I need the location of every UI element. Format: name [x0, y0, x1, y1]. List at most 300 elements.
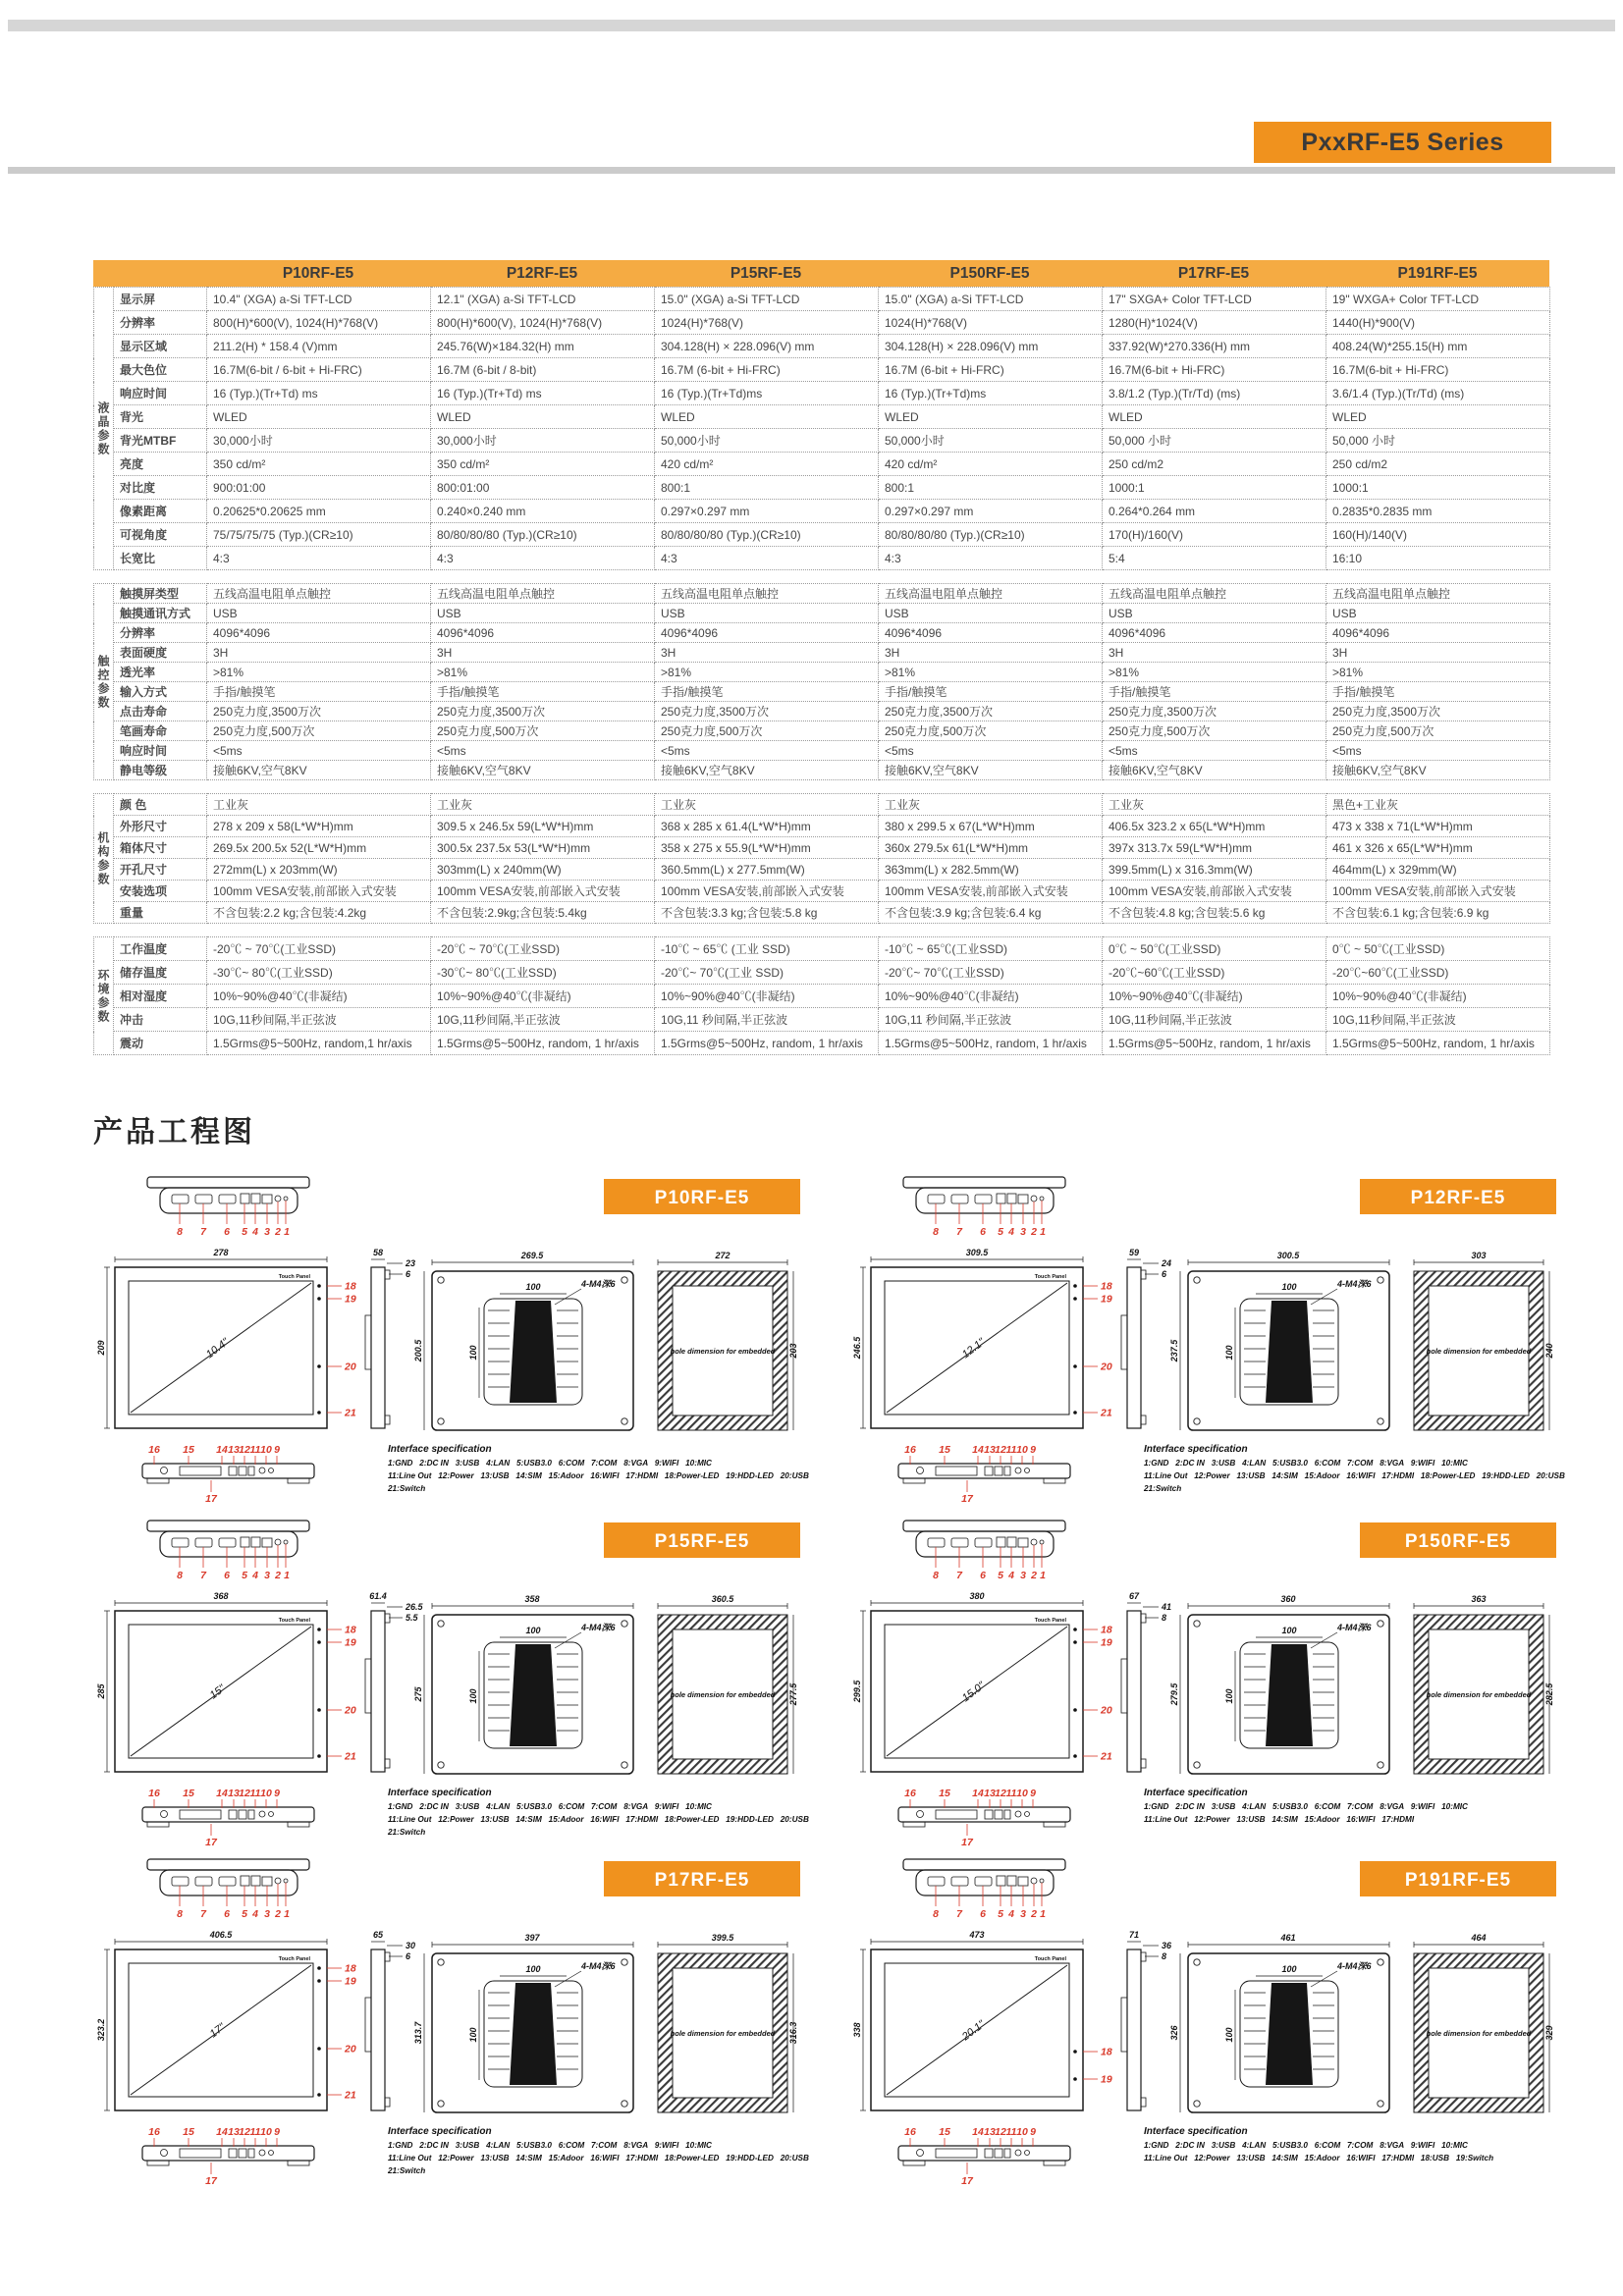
- engineering-drawing-block: [849, 1855, 1556, 2189]
- spec-cell: 不含包装:6.1 kg;含包装:6.9 kg: [1326, 902, 1550, 924]
- spec-cell: 80/80/80/80 (Typ.)(CR≥10): [431, 523, 655, 547]
- spec-row: [94, 859, 1550, 881]
- spec-row-label: 可视角度: [114, 523, 207, 547]
- spec-cell: 五线高温电阻单点触控: [207, 584, 431, 604]
- interface-spec-lines: [1144, 1457, 1565, 1495]
- svg-text:2: 2: [275, 1908, 281, 1920]
- spec-cell: 363mm(L) x 282.5mm(W): [879, 859, 1103, 881]
- touch-panel-label: Touch Panel: [1034, 1618, 1066, 1624]
- spec-row: [94, 702, 1550, 721]
- spec-cell: 800:1: [879, 476, 1103, 500]
- spec-cell: 4096*4096: [1326, 623, 1550, 643]
- spec-row-label: 表面硬度: [114, 643, 207, 663]
- spec-cell: 30,000小时: [431, 429, 655, 453]
- spec-cell: WLED: [1103, 405, 1326, 429]
- spec-cell: 4:3: [655, 547, 879, 570]
- side-view: [365, 1949, 390, 2110]
- svg-text:14: 14: [972, 2126, 984, 2138]
- spec-cell: 1.5Grms@5~500Hz, random, 1 hr/axis: [879, 1032, 1103, 1055]
- svg-text:7: 7: [956, 1570, 962, 1581]
- spec-row: [94, 1032, 1550, 1055]
- drawing-model-label: P150RF-E5: [1404, 1531, 1512, 1552]
- svg-text:11: 11: [249, 1788, 261, 1799]
- spec-cell: 4096*4096: [431, 623, 655, 643]
- vesa-width-dim: 100: [1281, 1626, 1297, 1635]
- spec-cell: <5ms: [879, 741, 1103, 761]
- hole-dimension-text: hole dimension for embedded: [1426, 1690, 1532, 1699]
- side-dim2: 36: [1162, 1941, 1172, 1950]
- spec-cell: 250克力度,3500万次: [655, 702, 879, 721]
- hole-width-dim: 360.5: [711, 1594, 734, 1604]
- spec-cell: 16.7M (6-bit / 8-bit): [431, 358, 655, 382]
- svg-text:6: 6: [980, 1908, 986, 1920]
- svg-text:11: 11: [1005, 2126, 1017, 2138]
- svg-text:6: 6: [980, 1570, 986, 1581]
- spec-row-label: 箱体尺寸: [114, 837, 207, 859]
- spec-row: [94, 358, 1550, 382]
- svg-text:10: 10: [1016, 2126, 1028, 2138]
- rear-width-dim: 397: [524, 1933, 540, 1943]
- spec-cell: 272mm(L) x 203mm(W): [207, 859, 431, 881]
- spec-cell: 4096*4096: [879, 623, 1103, 643]
- spec-cell: 不含包装:4.8 kg;含包装:5.6 kg: [1103, 902, 1326, 924]
- spec-cell: 1.5Grms@5~500Hz, random, 1 hr/axis: [1326, 1032, 1550, 1055]
- touch-panel-label: Touch Panel: [278, 1274, 310, 1280]
- interface-spec-line: 21:Switch: [388, 1828, 426, 1838]
- front-diagonal-size: 10.4": [203, 1336, 232, 1362]
- svg-text:1: 1: [1040, 1570, 1046, 1581]
- vesa-screw-label: 4-M4深6: [581, 1279, 616, 1289]
- spec-cell: 3H: [1326, 643, 1550, 663]
- spec-row: [94, 604, 1550, 623]
- spec-cell: 250克力度,500万次: [207, 721, 431, 741]
- front-width-dim: 406.5: [209, 1930, 233, 1940]
- spec-row-label: 颜 色: [114, 794, 207, 816]
- spec-row-label: 静电等级: [114, 761, 207, 780]
- spec-cell: 420 cd/m²: [879, 453, 1103, 476]
- svg-text:1: 1: [1040, 1226, 1046, 1238]
- side-view: [365, 1267, 390, 1428]
- spec-cell: 75/75/75/75 (Typ.)(CR≥10): [207, 523, 431, 547]
- hole-height-dim: 329: [1544, 2025, 1554, 2041]
- spec-row: [94, 682, 1550, 702]
- spec-cell: 399.5mm(L) x 316.3mm(W): [1103, 859, 1326, 881]
- spec-cell: 10%~90%@40℃(非凝结): [879, 985, 1103, 1008]
- spec-cell: 10G,11秒间隔,半正弦波: [1103, 1008, 1326, 1032]
- product-column-header: P10RF-E5: [282, 264, 354, 282]
- spec-row-label: 点击寿命: [114, 702, 207, 721]
- spec-row-label: 响应时间: [114, 382, 207, 405]
- drawing-model-label: P10RF-E5: [654, 1188, 750, 1208]
- svg-text:4: 4: [252, 1570, 258, 1581]
- side-dim3: 8: [1162, 1613, 1167, 1623]
- svg-text:1: 1: [284, 1908, 290, 1920]
- spec-cell: -20℃~ 70℃(工业 SSD): [655, 961, 879, 985]
- spec-cell: 50,000 小时: [1326, 429, 1550, 453]
- spec-cell: 16 (Typ.)(Tr+Td)ms: [655, 382, 879, 405]
- svg-text:12: 12: [995, 1444, 1006, 1456]
- interface-spec-lines: [388, 1457, 809, 1495]
- io-bottom-callouts: [904, 2126, 1036, 2187]
- spec-cell: 五线高温电阻单点触控: [1103, 584, 1326, 604]
- interface-spec-title: Interface specification: [1144, 2126, 1248, 2137]
- vesa-height-dim: 100: [1224, 1688, 1234, 1704]
- spec-cell: 800:01:00: [431, 476, 655, 500]
- spec-row: [94, 794, 1550, 816]
- spec-cell: 手指/触摸笔: [1103, 682, 1326, 702]
- vesa-screw-label: 4-M4深6: [1337, 1279, 1372, 1289]
- spec-cell: 3.8/1.2 (Typ.)(Tr/Td) (ms): [1103, 382, 1326, 405]
- spec-cell: 350 cd/m²: [431, 453, 655, 476]
- io-top-view: [903, 1521, 1065, 1557]
- spec-row-label: 最大色位: [114, 358, 207, 382]
- svg-text:7: 7: [200, 1570, 206, 1581]
- rear-height-dim: 313.7: [413, 2021, 423, 2045]
- spec-cell: 16.7M (6-bit + Hi-FRC): [879, 358, 1103, 382]
- product-column-header: P150RF-E5: [949, 264, 1030, 282]
- svg-text:3: 3: [1020, 1908, 1026, 1920]
- interface-spec-line: 1:GND 2:DC IN 3:USB 4:LAN 5:USB3.0 6:COM 7:COM 8:VGA 9:WIFI 10:MIC: [388, 1459, 712, 1468]
- spec-cell: >81%: [879, 663, 1103, 682]
- spec-cell: 工业灰: [879, 794, 1103, 816]
- svg-text:11: 11: [249, 2126, 261, 2138]
- vesa-height-dim: 100: [468, 2027, 478, 2043]
- spec-cell: 3.6/1.4 (Typ.)(Tr/Td) (ms): [1326, 382, 1550, 405]
- svg-text:2: 2: [275, 1570, 281, 1581]
- spec-row: [94, 643, 1550, 663]
- interface-spec-line: 11:Line Out 12:Power 13:USB 14:SIM 15:Adoor 16:WIFI 17:HDMI 18:Power-LED 19:HDD-LED 20:USB: [1144, 1471, 1565, 1481]
- spec-cell: 接触6KV,空气8KV: [207, 761, 431, 780]
- drawing-model-label: P12RF-E5: [1410, 1188, 1506, 1208]
- spec-cell: 800:1: [655, 476, 879, 500]
- spec-cell: 接触6KV,空气8KV: [1326, 761, 1550, 780]
- front-width-dim: 368: [213, 1591, 229, 1601]
- spec-cell: 不含包装:2.9kg;含包装:5.4kg: [431, 902, 655, 924]
- spec-cell: 300.5x 237.5x 53(L*W*H)mm: [431, 837, 655, 859]
- spec-cell: 不含包装:3.3 kg;含包装:5.8 kg: [655, 902, 879, 924]
- spec-cell: 黑色+工业灰: [1326, 794, 1550, 816]
- spec-cell: 接触6KV,空气8KV: [655, 761, 879, 780]
- svg-text:20: 20: [1101, 1704, 1112, 1717]
- drawing-model-label: P191RF-E5: [1404, 1870, 1512, 1891]
- io-bottom-callouts: [148, 1788, 280, 1848]
- spec-cell: 工业灰: [431, 794, 655, 816]
- spec-row: [94, 311, 1550, 335]
- svg-text:21: 21: [345, 2089, 356, 2102]
- rear-view: [432, 1953, 633, 2112]
- spec-cell: 250克力度,500万次: [1326, 721, 1550, 741]
- spec-cell: 0.297×0.297 mm: [655, 500, 879, 523]
- spec-cell: 1000:1: [1103, 476, 1326, 500]
- svg-text:13: 13: [984, 1788, 996, 1799]
- svg-text:21: 21: [1101, 1407, 1112, 1419]
- spec-cell: USB: [879, 604, 1103, 623]
- spec-row-label: 笔画寿命: [114, 721, 207, 741]
- interface-spec-lines: [1144, 2139, 1556, 2164]
- spec-cell: 250 cd/m2: [1103, 453, 1326, 476]
- spec-cell: 16:10: [1326, 547, 1550, 570]
- spec-cell: 10G,11秒间隔,半正弦波: [431, 1008, 655, 1032]
- interface-spec-line: 21:Switch: [1144, 1484, 1182, 1494]
- hole-dimension-text: hole dimension for embedded: [670, 1690, 776, 1699]
- vesa-screw-label: 4-M4深6: [1337, 1623, 1372, 1632]
- spec-cell: USB: [1326, 604, 1550, 623]
- spec-row-label: 显示屏: [114, 288, 207, 311]
- section-group-label: 液晶参数: [94, 288, 114, 570]
- spec-row: [94, 500, 1550, 523]
- spec-cell: 408.24(W)*255.15(H) mm: [1326, 335, 1550, 358]
- interface-spec-line: 21:Switch: [388, 2166, 426, 2176]
- side-depth-dim: 61.4: [369, 1591, 387, 1601]
- svg-text:8: 8: [933, 1908, 939, 1920]
- engineering-drawing-block: [849, 1173, 1565, 1507]
- spec-cell: 461 x 326 x 65(L*W*H)mm: [1326, 837, 1550, 859]
- svg-text:14: 14: [972, 1444, 984, 1456]
- io-top-callouts: [933, 1883, 1046, 1920]
- spec-row-label: 工作温度: [114, 937, 207, 961]
- spec-cell: 100mm VESA安装,前部嵌入式安装: [879, 881, 1103, 902]
- io-bottom-view: [898, 1807, 1070, 1827]
- spec-cell: 10G,11秒间隔,半正弦波: [1326, 1008, 1550, 1032]
- front-width-dim: 380: [969, 1591, 985, 1601]
- spec-cell: 4:3: [879, 547, 1103, 570]
- interface-spec-lines: [388, 1800, 809, 1839]
- spec-cell: WLED: [1326, 405, 1550, 429]
- svg-text:2: 2: [1031, 1226, 1037, 1238]
- hole-height-dim: 277.5: [788, 1682, 798, 1706]
- spec-cell: 接触6KV,空气8KV: [879, 761, 1103, 780]
- svg-text:1: 1: [1040, 1908, 1046, 1920]
- rear-view: [1188, 1271, 1389, 1430]
- spec-cell: 16.7M (6-bit + Hi-FRC): [655, 358, 879, 382]
- svg-text:11: 11: [1005, 1788, 1017, 1799]
- side-depth-dim: 65: [372, 1930, 384, 1940]
- spec-cell: 5:4: [1103, 547, 1326, 570]
- spec-row: [94, 335, 1550, 358]
- svg-text:5: 5: [998, 1226, 1003, 1238]
- spec-section-table: [93, 936, 1550, 1055]
- spec-cell: 100mm VESA安装,前部嵌入式安装: [655, 881, 879, 902]
- rear-width-dim: 300.5: [1276, 1251, 1300, 1260]
- engineering-drawing-block: [93, 1517, 809, 1850]
- side-dim2: 26.5: [406, 1602, 423, 1612]
- svg-text:9: 9: [274, 2126, 280, 2138]
- hole-width-dim: 363: [1471, 1594, 1487, 1604]
- hole-dimension-text: hole dimension for embedded: [1426, 1347, 1532, 1356]
- spec-row: [94, 476, 1550, 500]
- spec-cell: 1.5Grms@5~500Hz, random, 1 hr/axis: [1103, 1032, 1326, 1055]
- side-dim2: 30: [406, 1941, 416, 1950]
- svg-text:19: 19: [345, 1975, 356, 1988]
- spec-sections: [93, 287, 1549, 1055]
- svg-text:2: 2: [275, 1226, 281, 1238]
- io-top-callouts: [177, 1201, 290, 1238]
- hole-width-dim: 464: [1471, 1933, 1487, 1943]
- spec-cell: 10%~90%@40℃(非凝结): [655, 985, 879, 1008]
- side-depth-dim: 58: [372, 1248, 384, 1257]
- spec-cell: 15.0" (XGA) a-Si TFT-LCD: [655, 288, 879, 311]
- interface-spec-line: 11:Line Out 12:Power 13:USB 14:SIM 15:Adoor 16:WIFI 17:HDMI 18:Power-LED 19:HDD-LED 20:USB: [388, 1815, 809, 1825]
- rear-width-dim: 461: [1280, 1933, 1296, 1943]
- svg-text:17: 17: [205, 1493, 217, 1505]
- vesa-width-dim: 100: [525, 1964, 541, 1974]
- spec-cell: 50,000小时: [879, 429, 1103, 453]
- io-bottom-view: [898, 2146, 1070, 2165]
- spec-cell: 17" SXGA+ Color TFT-LCD: [1103, 288, 1326, 311]
- spec-row: [94, 1008, 1550, 1032]
- spec-cell: 15.0" (XGA) a-Si TFT-LCD: [879, 288, 1103, 311]
- interface-spec-line: 11:Line Out 12:Power 13:USB 14:SIM 15:Adoor 16:WIFI 17:HDMI 18:Power-LED 19:HDD-LED 20:USB: [388, 1471, 809, 1481]
- spec-cell: 工业灰: [1103, 794, 1326, 816]
- spec-cell: 80/80/80/80 (Typ.)(CR≥10): [655, 523, 879, 547]
- spec-cell: 1.5Grms@5~500Hz, random, 1 hr/axis: [431, 1032, 655, 1055]
- spec-row-label: 显示区域: [114, 335, 207, 358]
- spec-row: [94, 382, 1550, 405]
- io-bottom-view: [142, 1464, 314, 1483]
- interface-spec-line: 1:GND 2:DC IN 3:USB 4:LAN 5:USB3.0 6:COM 7:COM 8:VGA 9:WIFI 10:MIC: [1144, 2141, 1468, 2150]
- spec-cell: 304.128(H) × 228.096(V) mm: [655, 335, 879, 358]
- spec-row: [94, 405, 1550, 429]
- svg-text:15: 15: [183, 2126, 194, 2138]
- io-top-callouts: [177, 1883, 290, 1920]
- spec-cell: 250克力度,3500万次: [879, 702, 1103, 721]
- spec-cell: 337.92(W)*270.336(H) mm: [1103, 335, 1326, 358]
- spec-cell: <5ms: [1326, 741, 1550, 761]
- svg-text:12: 12: [995, 2126, 1006, 2138]
- spec-cell: -20℃~60℃(工业SSD): [1103, 961, 1326, 985]
- spec-cell: 900:01:00: [207, 476, 431, 500]
- spec-cell: 100mm VESA安装,前部嵌入式安装: [1103, 881, 1326, 902]
- spec-row-label: 像素距离: [114, 500, 207, 523]
- svg-text:15: 15: [183, 1788, 194, 1799]
- svg-text:16: 16: [904, 1444, 916, 1456]
- svg-text:13: 13: [984, 2126, 996, 2138]
- side-dim3: 8: [1162, 1951, 1167, 1961]
- svg-text:16: 16: [148, 1788, 160, 1799]
- hole-height-dim: 240: [1544, 1343, 1554, 1359]
- spec-cell: 10G,11 秒间隔,半正弦波: [655, 1008, 879, 1032]
- spec-cell: >81%: [431, 663, 655, 682]
- spec-row-label: 背光MTBF: [114, 429, 207, 453]
- spec-cell: 0.264*0.264 mm: [1103, 500, 1326, 523]
- svg-text:9: 9: [1030, 1788, 1036, 1799]
- svg-text:4: 4: [1008, 1226, 1014, 1238]
- interface-spec-title: Interface specification: [1144, 1788, 1248, 1798]
- hole-width-dim: 399.5: [711, 1933, 734, 1943]
- front-width-dim: 473: [969, 1930, 985, 1940]
- spec-cell: 397x 313.7x 59(L*W*H)mm: [1103, 837, 1326, 859]
- spec-cell: 250克力度,500万次: [1103, 721, 1326, 741]
- spec-row-label: 开孔尺寸: [114, 859, 207, 881]
- io-bottom-view: [898, 1464, 1070, 1483]
- spec-cell: 350 cd/m²: [207, 453, 431, 476]
- vesa-height-dim: 100: [1224, 2027, 1234, 2043]
- product-column-header: P191RF-E5: [1397, 264, 1478, 282]
- front-diagonal-size: 17": [207, 2021, 228, 2041]
- spec-row: [94, 902, 1550, 924]
- touch-panel-label: Touch Panel: [1034, 1956, 1066, 1962]
- hole-dimension-text: hole dimension for embedded: [670, 2029, 776, 2038]
- io-top-view: [147, 1177, 309, 1213]
- svg-text:16: 16: [904, 1788, 916, 1799]
- spec-cell: USB: [207, 604, 431, 623]
- spec-row-label: 分辨率: [114, 623, 207, 643]
- vesa-width-dim: 100: [1281, 1282, 1297, 1292]
- interface-spec-line: 11:Line Out 12:Power 13:USB 14:SIM 15:Adoor 16:WIFI 17:HDMI 18:Power-LED 19:HDD-LED 20:USB: [388, 2154, 809, 2163]
- spec-cell: -20℃~ 70℃(工业SSD): [879, 961, 1103, 985]
- series-badge: PxxRF-E5 Series: [1254, 122, 1551, 163]
- spec-cell: WLED: [879, 405, 1103, 429]
- svg-text:11: 11: [1005, 1444, 1017, 1456]
- interface-specification: [1144, 1444, 1565, 1495]
- spec-cell: 3H: [207, 643, 431, 663]
- engineering-drawing-block: [849, 1517, 1556, 1850]
- vesa-height-dim: 100: [468, 1688, 478, 1704]
- side-depth-dim: 71: [1128, 1930, 1140, 1940]
- spec-cell: 手指/触摸笔: [207, 682, 431, 702]
- vesa-width-dim: 100: [1281, 1964, 1297, 1974]
- spec-cell: USB: [431, 604, 655, 623]
- svg-text:12: 12: [239, 2126, 250, 2138]
- spec-cell: 250克力度,3500万次: [431, 702, 655, 721]
- spec-cell: 五线高温电阻单点触控: [1326, 584, 1550, 604]
- svg-text:5: 5: [242, 1226, 247, 1238]
- spec-table: [93, 260, 1549, 1055]
- svg-text:14: 14: [216, 2126, 228, 2138]
- rear-height-dim: 200.5: [413, 1339, 423, 1362]
- spec-row-label: 储存温度: [114, 961, 207, 985]
- spec-cell: 360x 279.5x 61(L*W*H)mm: [879, 837, 1103, 859]
- spec-cell: -30℃~ 80℃(工业SSD): [207, 961, 431, 985]
- spec-cell: USB: [1103, 604, 1326, 623]
- svg-text:20: 20: [345, 1704, 356, 1717]
- svg-text:15: 15: [939, 1788, 950, 1799]
- interface-spec-line: 1:GND 2:DC IN 3:USB 4:LAN 5:USB3.0 6:COM 7:COM 8:VGA 9:WIFI 10:MIC: [1144, 1802, 1468, 1811]
- svg-text:4: 4: [252, 1226, 258, 1238]
- svg-text:6: 6: [980, 1226, 986, 1238]
- spec-cell: 800(H)*600(V), 1024(H)*768(V): [431, 311, 655, 335]
- spec-cell: 1024(H)*768(V): [655, 311, 879, 335]
- svg-text:17: 17: [205, 2175, 217, 2187]
- spec-cell: 30,000小时: [207, 429, 431, 453]
- interface-spec-line: 1:GND 2:DC IN 3:USB 4:LAN 5:USB3.0 6:COM 7:COM 8:VGA 9:WIFI 10:MIC: [388, 2141, 712, 2150]
- svg-text:18: 18: [345, 1280, 356, 1293]
- svg-text:4: 4: [1008, 1908, 1014, 1920]
- io-bottom-view: [142, 1807, 314, 1827]
- svg-text:21: 21: [345, 1750, 356, 1763]
- spec-cell: 4096*4096: [655, 623, 879, 643]
- svg-text:5: 5: [242, 1570, 247, 1581]
- svg-text:10: 10: [1016, 1444, 1028, 1456]
- spec-cell: 473 x 338 x 71(L*W*H)mm: [1326, 816, 1550, 837]
- spec-row-label: 安装选项: [114, 881, 207, 902]
- spec-cell: >81%: [655, 663, 879, 682]
- spec-cell: 接触6KV,空气8KV: [1103, 761, 1326, 780]
- interface-spec-line: 11:Line Out 12:Power 13:USB 14:SIM 15:Adoor 16:WIFI 17:HDMI 18:USB 19:Switch: [1144, 2154, 1494, 2163]
- svg-text:3: 3: [264, 1570, 270, 1581]
- spec-cell: 3H: [655, 643, 879, 663]
- spec-cell: >81%: [207, 663, 431, 682]
- vesa-height-dim: 100: [468, 1345, 478, 1361]
- interface-spec-line: 1:GND 2:DC IN 3:USB 4:LAN 5:USB3.0 6:COM 7:COM 8:VGA 9:WIFI 10:MIC: [388, 1802, 712, 1811]
- svg-text:1: 1: [284, 1226, 290, 1238]
- spec-cell: 10G,11 秒间隔,半正弦波: [879, 1008, 1103, 1032]
- spec-cell: 250克力度,3500万次: [1326, 702, 1550, 721]
- drawing-model-label: P17RF-E5: [654, 1870, 750, 1891]
- svg-text:12: 12: [239, 1444, 250, 1456]
- spec-cell: 250克力度,3500万次: [207, 702, 431, 721]
- spec-cell: 五线高温电阻单点触控: [431, 584, 655, 604]
